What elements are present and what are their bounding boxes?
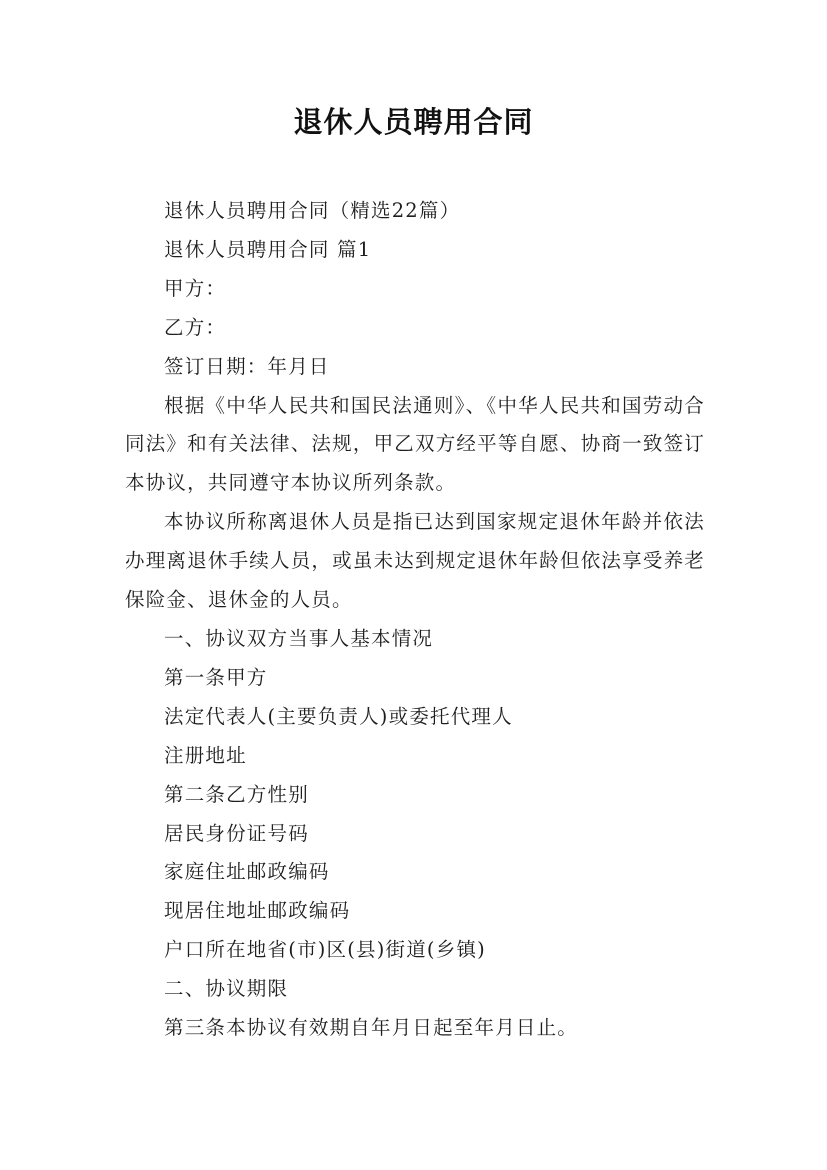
paragraph-party-a: 甲方： <box>164 276 227 300</box>
paragraph-subtitle: 退休人员聘用合同（精选22篇） <box>164 199 461 222</box>
paragraph-id-number: 居民身份证号码 <box>164 821 309 845</box>
paragraph-heading-term: 二、协议期限 <box>164 977 289 1001</box>
paragraph-definition: 本协议所称离退休人员是指已达到国家规定退休年龄并依法办理离退休手续人员，或虽未达到规定退休年龄但依法享受养老保险金、退休金的人员。 <box>125 510 705 612</box>
paragraph-home-address: 家庭住址邮政编码 <box>164 860 330 884</box>
document-title: 退休人员聘用合同 <box>293 105 534 139</box>
paragraph-current-address: 现居住地址邮政编码 <box>164 899 351 923</box>
document-body <box>125 192 705 1048</box>
paragraph-party-b: 乙方： <box>164 315 227 339</box>
paragraph-household-registration: 户口所在地省(市)区(县)街道(乡镇) <box>164 938 486 962</box>
paragraph-section-heading: 退休人员聘用合同 篇1 <box>164 237 372 261</box>
paragraph-heading-parties: 一、协议双方当事人基本情况 <box>164 626 434 650</box>
paragraph-legal-basis: 根据《中华人民共和国民法通则》、《中华人民共和国劳动合同法》和有关法律、法规，甲乙双方经平等自愿、协商一致签订本协议，共同遵守本协议所列条款。 <box>125 393 705 495</box>
paragraph-article-3: 第三条本协议有效期自年月日起至年月日止。 <box>164 1016 579 1040</box>
paragraph-article-2: 第二条乙方性别 <box>164 782 309 806</box>
paragraph-registered-address: 注册地址 <box>164 743 247 767</box>
paragraph-sign-date: 签订日期：年月日 <box>164 354 330 378</box>
paragraph-article-1: 第一条甲方 <box>164 665 268 689</box>
paragraph-legal-representative: 法定代表人(主要负责人)或委托代理人 <box>164 704 513 728</box>
